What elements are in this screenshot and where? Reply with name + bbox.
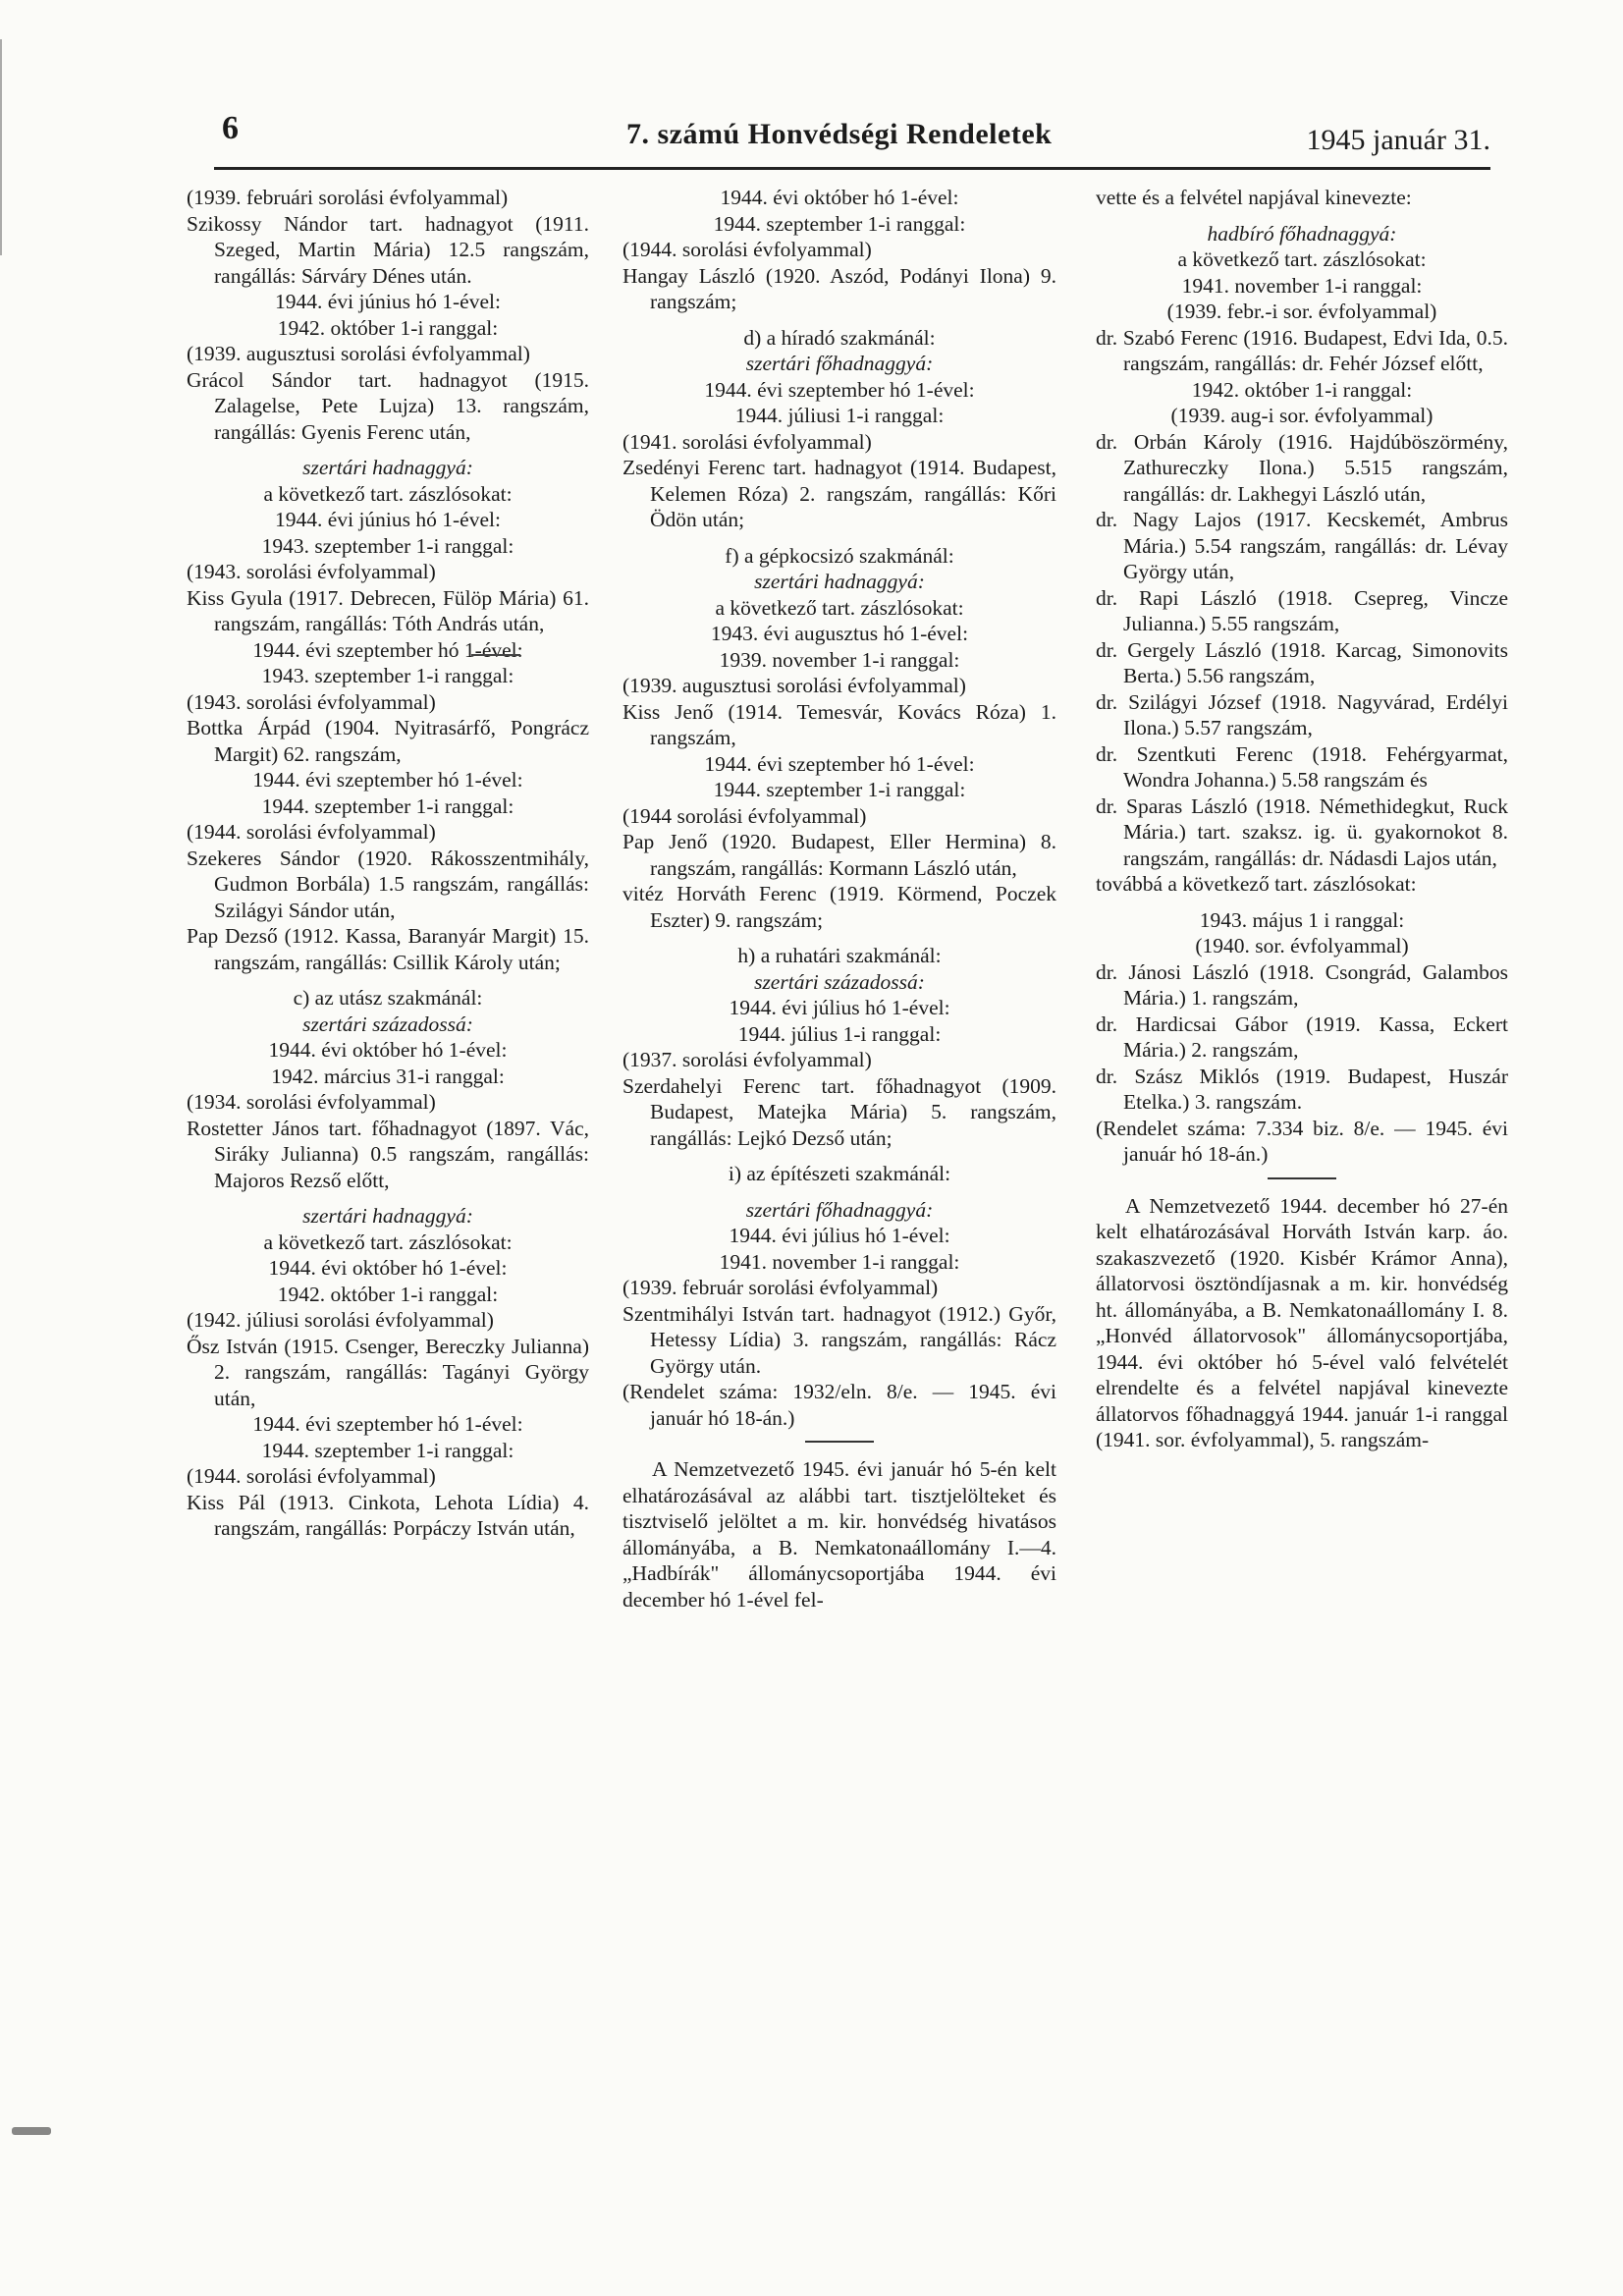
margin-pen-mark	[471, 654, 520, 656]
scan-edge-marks	[0, 39, 16, 255]
right-column-line: dr. Nagy Lajos (1917. Kecskemét, Ambrus Mária.) 5.54 rangszám, rangállás: dr. Lévay György után,	[1096, 508, 1508, 583]
left-column-line: (1939. augusztusi sorolási évfolyammal)	[187, 342, 530, 365]
page-header	[214, 98, 1490, 170]
middle-column-line: szertári főhadnaggyá:	[745, 1197, 934, 1222]
middle-column-line: 1944. július 1-i ranggal:	[737, 1021, 942, 1046]
right-column-line: dr. Hardicsai Gábor (1919. Kassa, Eckert Mária.) 2. rangszám,	[1096, 1011, 1508, 1062]
middle-column-line: szertári hadnaggyá:	[754, 570, 925, 593]
middle-column-line: 1944. évi július hó 1-ével:	[729, 1224, 950, 1247]
left-column-line: (1934. sorolási évfolyammal)	[187, 1090, 436, 1114]
middle-column-line: d) a híradó szakmánál:	[743, 325, 936, 350]
page-number: 6	[222, 110, 239, 146]
middle-column-line: szertári főhadnaggyá:	[745, 352, 934, 375]
middle-column-line: 1941. november 1-i ranggal:	[719, 1249, 960, 1274]
middle-column-line: (1944 sorolási évfolyammal)	[622, 803, 867, 828]
middle-column-line: 1944. évi július hó 1-ével:	[729, 996, 950, 1019]
left-column-line: Bottka Árpád (1904. Nyitrasárfő, Pongrácz Margit) 62. rangszám,	[187, 716, 589, 766]
middle-column-line: vitéz Horváth Ferenc (1919. Körmend, Poczek Eszter) 9. rangszám;	[622, 882, 1056, 932]
right-column-line: dr. Szentkuti Ferenc (1918. Fehérgyarmat, Wondra Johanna.) 5.58 rangszám és	[1096, 741, 1508, 792]
left-column-line: 1944. szeptember 1-i ranggal:	[261, 1438, 514, 1462]
section-divider	[805, 1441, 874, 1443]
right-column-line: 1943. május 1 i ranggal:	[1199, 907, 1405, 932]
middle-column-line: 1943. évi augusztus hó 1-ével:	[710, 622, 969, 645]
right-column-line: dr. Szabó Ferenc (1916. Budapest, Edvi Ida, 0.5. rangszám, rangállás: dr. Fehér József előtt,	[1096, 325, 1508, 375]
section-divider	[1268, 1177, 1336, 1179]
left-column-line: 1943. szeptember 1-i ranggal:	[261, 533, 514, 558]
left-column-line: szertári hadnaggyá:	[302, 456, 473, 479]
left-column-line: 1944. évi október hó 1-ével:	[268, 1038, 508, 1062]
middle-column-line: i) az építészeti szakmánál:	[728, 1162, 951, 1185]
left-column-line: 1942. október 1-i ranggal:	[277, 1282, 499, 1306]
middle-column-line: 1944. szeptember 1-i ranggal:	[713, 778, 966, 801]
left-column-line: 1944. évi szeptember hó 1-ével:	[252, 768, 523, 792]
left-column-line: 1943. szeptember 1-i ranggal:	[261, 664, 514, 687]
right-column-line: 1941. november 1-i ranggal:	[1181, 273, 1423, 298]
right-column-line: dr. Szász Miklós (1919. Budapest, Huszár Etelka.) 3. rangszám.	[1096, 1064, 1508, 1114]
right-column-line: (1940. sor. évfolyammal)	[1195, 934, 1409, 957]
middle-column-line: (1941. sorolási évfolyammal)	[622, 429, 872, 454]
right-column-line: A Nemzetvezető 1944. december hó 27-én kelt elhatározásával Horváth István karp. áo. szakaszvezető (1920. Kisbér Krámor Anna), állatorvosi ösztöndíjasnak a m. kir. honvédség ht. állományába, a B. Nemkatonaállomány I. 8. „Honvéd állatorvosok" állománycsoportjába, 1944. évi október hó 5-ével való felvételét elrendelte és a felvétel napjával kinevezte állatorvos főhadnaggyá 1944. január 1-i ranggal (1941. sor. évfolyammal), 5. rangszám-	[1096, 1193, 1508, 1451]
middle-column-line: Zsedényi Ferenc tart. hadnagyot (1914. Budapest, Kelemen Róza) 2. rangszám, rangállás: Kőri Ödön után;	[622, 456, 1056, 531]
left-column-line: (1943. sorolási évfolyammal)	[187, 689, 436, 714]
left-column-line: (1944. sorolási évfolyammal)	[187, 1464, 436, 1488]
middle-column-line: (Rendelet száma: 1932/eln. 8/e. — 1945. évi január hó 18-án.)	[622, 1380, 1056, 1430]
right-column-line: a következő tart. zászlósokat:	[1177, 247, 1427, 271]
right-column-line: (1939. febr.-i sor. évfolyammal)	[1166, 300, 1437, 323]
right-column-line: 1942. október 1-i ranggal:	[1191, 377, 1413, 402]
left-column-line: 1944. évi szeptember hó 1-ével:	[252, 1412, 523, 1436]
left-column-line: Szikossy Nándor tart. hadnagyot (1911. Szeged, Martin Mária) 12.5 rangszám, rangállás: Sárváry Dénes után.	[187, 211, 589, 288]
middle-column-line: (1944. sorolási évfolyammal)	[622, 238, 872, 261]
left-column-line: Kiss Gyula (1917. Debrecen, Fülöp Mária) 61. rangszám, rangállás: Tóth András után,	[187, 585, 589, 635]
left-column-line: 1942. március 31-i ranggal:	[271, 1064, 505, 1088]
left-column-line: Rostetter János tart. főhadnagyot (1897. Vác, Siráky Julianna) 0.5 rangszám, rangállás: Majoros Rezső előtt,	[187, 1116, 589, 1192]
middle-column-line: (1939. augusztusi sorolási évfolyammal)	[622, 674, 966, 697]
middle-column-line: f) a gépkocsizó szakmánál:	[725, 543, 954, 568]
middle-column-line: 1944. júliusi 1-i ranggal:	[734, 404, 945, 427]
left-column-line: Ősz István (1915. Csenger, Bereczky Julianna) 2. rangszám, rangállás: Tagányi György után,	[187, 1334, 589, 1410]
middle-column-line: szertári századossá:	[754, 969, 925, 994]
middle-column	[622, 185, 1056, 1613]
middle-column-line: 1944. évi október hó 1-ével:	[720, 186, 959, 209]
right-column-line: (1939. aug-i sor. évfolyammal)	[1170, 404, 1434, 427]
left-column-line: Pap Dezső (1912. Kassa, Baranyár Margit) 15. rangszám, rangállás: Csillik Károly után;	[187, 924, 589, 974]
right-column-line: hadbíró főhadnaggyá:	[1207, 221, 1397, 246]
middle-column-line: 1939. november 1-i ranggal:	[719, 647, 960, 672]
middle-column-line: a következő tart. zászlósokat:	[715, 595, 964, 620]
middle-column-line: 1944. szeptember 1-i ranggal:	[713, 211, 966, 236]
left-column-line: szertári hadnaggyá:	[302, 1204, 473, 1228]
right-column-line: (Rendelet száma: 7.334 biz. 8/e. — 1945. évi január hó 18-án.)	[1096, 1116, 1508, 1166]
left-column-line: (1943. sorolási évfolyammal)	[187, 560, 436, 583]
left-column-line: (1942. júliusi sorolási évfolyammal)	[187, 1308, 494, 1332]
left-column-line: 1944. évi június hó 1-ével:	[275, 508, 501, 531]
left-column-line: a következő tart. zászlósokat:	[263, 1230, 513, 1254]
right-column-line: dr. Gergely László (1918. Karcag, Simonovits Berta.) 5.56 rangszám,	[1096, 637, 1508, 687]
right-column-line: dr. Jánosi László (1918. Csongrád, Galambos Mária.) 1. rangszám,	[1096, 959, 1508, 1010]
left-column-line: (1939. februári sorolási évfolyammal)	[187, 186, 509, 209]
left-column-line: 1944. szeptember 1-i ranggal:	[261, 793, 514, 818]
middle-column-line: h) a ruhatári szakmánál:	[737, 944, 942, 967]
left-column-line: Grácol Sándor tart. hadnagyot (1915. Zalagelse, Pete Lujza) 13. rangszám, rangállás: Gyenis Ferenc után,	[187, 367, 589, 444]
left-column-line: szertári századossá:	[302, 1011, 473, 1036]
middle-column-line: 1944. évi szeptember hó 1-ével:	[704, 751, 975, 776]
middle-column-line: Hangay László (1920. Aszód, Podányi Ilona) 9. rangszám;	[622, 263, 1056, 313]
middle-column-line: Kiss Jenő (1914. Temesvár, Kovács Róza) 1. rangszám,	[622, 699, 1056, 749]
middle-column-line: (1939. február sorolási évfolyammal)	[622, 1276, 939, 1299]
left-column-line: 1944. évi október hó 1-ével:	[268, 1256, 508, 1280]
right-column-line: dr. Orbán Károly (1916. Hajdúböszörmény, Zathureczky Ilona.) 5.515 rangszám, rangállás: dr. Lakhegyi László után,	[1096, 429, 1508, 506]
publication-title: 7. számú Honvédségi Rendeletek	[626, 118, 1053, 150]
left-column-line: Kiss Pál (1913. Cinkota, Lehota Lídia) 4. rangszám, rangállás: Porpáczy István után,	[187, 1490, 589, 1540]
right-column-line: továbbá a következő tart. zászlósokat:	[1096, 872, 1417, 896]
left-column-line: 1942. október 1-i ranggal:	[277, 315, 499, 340]
issue-date: 1945 január 31.	[1306, 124, 1490, 156]
scan-blot	[12, 2127, 51, 2135]
left-column-line: a következő tart. zászlósokat:	[263, 481, 513, 506]
left-column-line: Szekeres Sándor (1920. Rákosszentmihály, Gudmon Borbála) 1.5 rangszám, rangállás: Szilágyi Sándor után,	[187, 846, 589, 922]
right-column-line: vette és a felvétel napjával kinevezte:	[1096, 186, 1412, 209]
right-column-line: dr. Szilágyi József (1918. Nagyvárad, Erdélyi Ilona.) 5.57 rangszám,	[1096, 689, 1508, 739]
middle-column-line: Szentmihályi István tart. hadnagyot (1912.) Győr, Hetessy Lídia) 3. rangszám, rangállás: Rácz György után.	[622, 1301, 1056, 1378]
right-column-line: dr. Sparas László (1918. Némethidegkut, Ruck Mária.) tart. szaksz. ig. ü. gyakornokot 8. rangszám, rangállás: dr. Nádasdi Lajos után,	[1096, 793, 1508, 870]
left-column-line: 1944. évi szeptember hó 1-ével:	[252, 637, 523, 662]
middle-column-line: Szerdahelyi Ferenc tart. főhadnagyot (1909. Budapest, Matejka Mária) 5. rangszám, rangállás: Lejkó Dezső után;	[622, 1073, 1056, 1150]
right-column-line: dr. Rapi László (1918. Csepreg, Vincze Julianna.) 5.55 rangszám,	[1096, 585, 1508, 635]
middle-column-line: 1944. évi szeptember hó 1-ével:	[704, 377, 975, 402]
right-column	[1096, 185, 1508, 1453]
middle-column-line: Pap Jenő (1920. Budapest, Eller Hermina) 8. rangszám, rangállás: Kormann László után,	[622, 830, 1056, 880]
left-column-line: 1944. évi június hó 1-ével:	[275, 290, 501, 313]
left-column-line: (1944. sorolási évfolyammal)	[187, 820, 436, 844]
left-column-line: c) az utász szakmánál:	[293, 986, 483, 1010]
left-column	[187, 185, 589, 1542]
middle-column-line: A Nemzetvezető 1945. évi január hó 5-én kelt elhatározásával az alábbi tart. tisztjelölteket és tisztviselő jelöltet a m. kir. honvédség hivatásos állományába, a B. Nemkatonaállomány I.—4. „Hadbírák" állománycsoportjába 1944. évi december hó 1-ével fel-	[622, 1457, 1056, 1612]
middle-column-line: (1937. sorolási évfolyammal)	[622, 1048, 872, 1071]
